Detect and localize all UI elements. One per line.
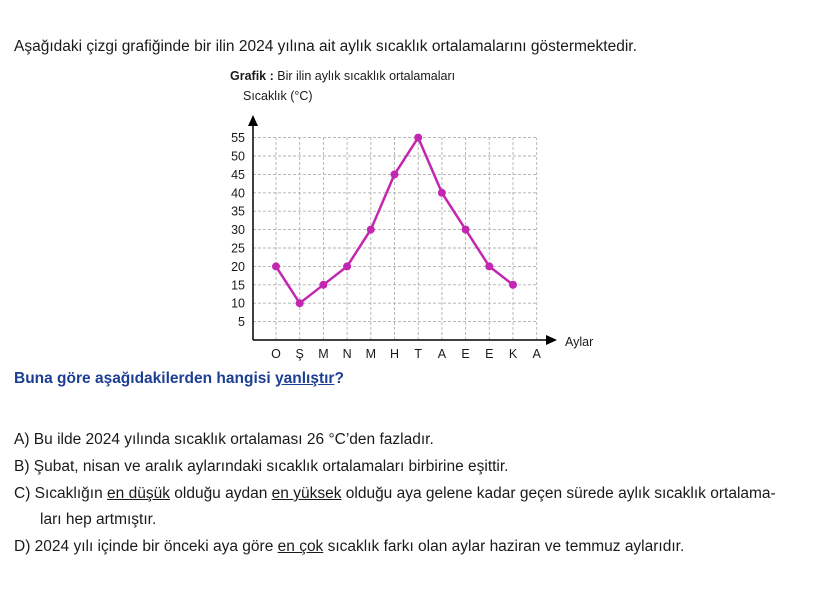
option-c-continuation[interactable]: ları hep artmıştır. (40, 511, 157, 528)
y-tick-label: 50 (231, 149, 245, 164)
y-axis-label: Sıcaklık (°C) (243, 89, 313, 103)
data-point (485, 262, 493, 270)
y-tick-label: 45 (231, 167, 245, 182)
option-d-text-1: D) 2024 yılı içinde bir önceki aya göre (14, 538, 278, 555)
y-tick-label: 10 (231, 296, 245, 311)
x-tick-label: T (414, 347, 423, 361)
y-tick-label: 15 (231, 278, 245, 293)
x-axis-arrow (546, 335, 557, 345)
x-tick-label: Ş (295, 347, 304, 361)
data-point (343, 262, 351, 270)
option-a[interactable]: A) Bu ilde 2024 yılında sıcaklık ortalaması 26 °C’den fazladır. (14, 431, 434, 448)
data-point (296, 299, 304, 307)
question-mark: ? (334, 370, 344, 387)
x-axis-label: Aylar (565, 335, 594, 349)
y-tick-label: 5 (238, 315, 245, 330)
x-tick-label: E (485, 347, 494, 361)
chart-title-label: Grafik : (230, 69, 274, 83)
option-c-underline-1: en düşük (107, 485, 170, 502)
y-axis-arrow (248, 115, 258, 126)
question-text: Buna göre aşağıdakilerden hangisi (14, 370, 275, 387)
intro-text: Aşağıdaki çizgi grafiğinde bir ilin 2024 yılına ait aylık sıcaklık ortalamalarını göstermektedir. (14, 38, 637, 55)
y-tick-label: 25 (231, 241, 245, 256)
x-tick-label: N (342, 347, 352, 361)
chart-grid (253, 138, 537, 340)
x-tick-labels (271, 347, 541, 361)
y-tick-label: 20 (231, 259, 245, 274)
x-tick-label: K (508, 347, 518, 361)
data-point (391, 170, 399, 178)
data-point (319, 281, 327, 289)
option-c-text-2: olduğu aydan (169, 485, 272, 502)
option-b[interactable]: B) Şubat, nisan ve aralık aylarındaki sıcaklık ortalamaları birbirine eşittir. (14, 458, 509, 475)
x-tick-label: H (389, 347, 400, 361)
data-point (462, 226, 470, 234)
data-point (272, 262, 280, 270)
x-tick-label: E (461, 347, 470, 361)
x-tick-label: M (318, 347, 329, 361)
y-tick-label: 35 (231, 204, 245, 219)
x-tick-label: A (437, 347, 447, 361)
option-d-underline: en çok (277, 538, 324, 555)
question-emphasis: yanlıştır (275, 370, 335, 387)
y-tick-labels (231, 131, 245, 329)
option-c[interactable] (14, 485, 776, 503)
option-c-text-3: olduğu aya gelene kadar geçen sürede aylık sıcaklık ortalama- (341, 485, 776, 502)
x-tick-label: M (365, 347, 377, 361)
y-tick-label: 55 (231, 131, 245, 146)
data-point (438, 189, 446, 197)
option-c-text-1: C) Sıcaklığın (14, 485, 108, 502)
data-point (509, 281, 517, 289)
question (14, 370, 344, 388)
y-tick-label: 40 (231, 186, 245, 201)
option-d-text-2: sıcaklık farkı olan aylar haziran ve temmuz aylarıdır. (323, 538, 685, 555)
x-tick-label: A (532, 347, 541, 361)
x-tick-label: O (271, 347, 281, 361)
data-point (414, 134, 422, 142)
data-point (367, 226, 375, 234)
chart-title-text: Bir ilin aylık sıcaklık ortalamaları (277, 69, 456, 83)
y-tick-label: 30 (231, 223, 245, 238)
option-c-underline-2: en yüksek (271, 485, 342, 502)
option-d[interactable] (14, 538, 684, 556)
